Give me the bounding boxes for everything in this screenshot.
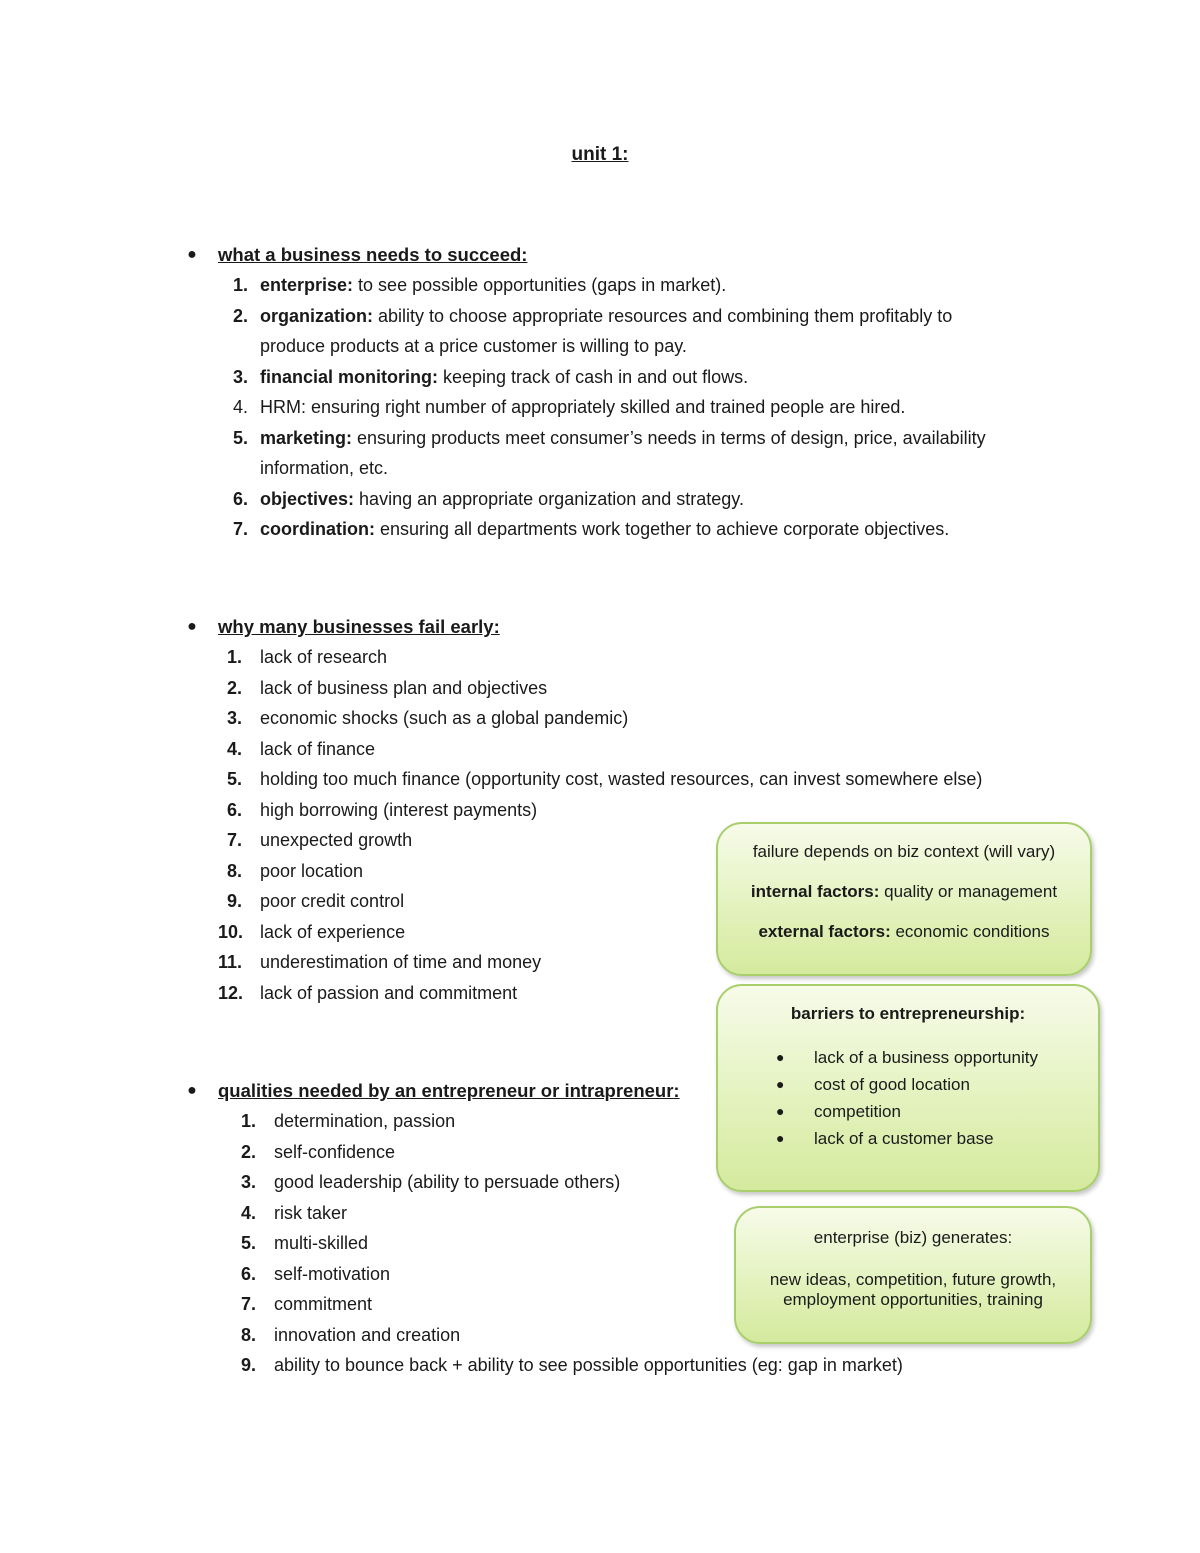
bullet-icon: ● (776, 1049, 785, 1065)
list-item: 3. good leadership (ability to persuade others) (240, 1172, 621, 1192)
box-line: employment opportunities, training (783, 1290, 1043, 1309)
page-title: unit 1: (571, 144, 629, 165)
barriers-box (716, 984, 1100, 1192)
barrier-item: ● lack of a business opportunity (718, 1044, 1098, 1071)
barriers-list (718, 1044, 1098, 1152)
bullet-icon: ● (776, 1130, 785, 1146)
enterprise-box (734, 1206, 1092, 1344)
section-heading: ● qualities needed by an entrepreneur or intrapreneur: (218, 1076, 1098, 1106)
bullet-icon: ● (187, 246, 197, 263)
list-item: 6. objectives: having an appropriate organization and strategy. (232, 488, 744, 509)
box-line: internal factors: quality or management (750, 882, 1058, 901)
list-item: 6. self-motivation (240, 1263, 391, 1284)
list-item: 1. determination, passion (240, 1111, 456, 1131)
failure-context-box (716, 822, 1092, 976)
section-succeed (187, 240, 1098, 545)
list-item: 12. lack of passion and commitment (218, 982, 518, 1003)
bullet-icon: ● (776, 1076, 785, 1092)
list-item: 2. self-confidence (240, 1141, 396, 1162)
bullet-icon: ● (187, 1082, 197, 1099)
list-item: 9. poor credit control (226, 891, 405, 911)
box-title: barriers to entrepreneurship: (790, 1004, 1026, 1023)
list-item: 8. innovation and creation (240, 1324, 461, 1345)
barrier-item: ● cost of good location (718, 1071, 1098, 1098)
bullet-icon: ● (187, 618, 197, 635)
section-heading: ● what a business needs to succeed: (218, 240, 1098, 270)
barrier-item: ● competition (718, 1098, 1098, 1125)
list-item: 3. economic shocks (such as a global pandemic) (226, 708, 629, 728)
box-line: enterprise (biz) generates: (813, 1228, 1013, 1247)
list-item: 10. lack of experience (218, 921, 406, 942)
list-item: 3. financial monitoring: keeping track of cash in and out flows. (232, 366, 749, 387)
list-item: 7. commitment (240, 1294, 373, 1314)
list-item: 6. high borrowing (interest payments) (226, 799, 538, 820)
list-item: 4. HRM: ensuring right number of appropriately skilled and trained people are hired. (232, 397, 906, 417)
list-item: 1. lack of research (226, 647, 388, 667)
list-item: 4. lack of finance (226, 738, 376, 759)
list-item: 4. risk taker (240, 1202, 348, 1223)
barrier-item: ● lack of a customer base (718, 1125, 1098, 1152)
section-heading: ● why many businesses fail early: (218, 612, 1098, 642)
list-item: 5. multi-skilled (240, 1233, 369, 1253)
list-item: 2. organization: ability to choose appropriate resources and combining them profitably to produce products at a price customer is willing to pay. (232, 305, 953, 356)
list-item: 1. enterprise: to see possible opportunities (gaps in market). (232, 275, 727, 295)
list-item: 7. unexpected growth (226, 830, 413, 850)
box-line: failure depends on biz context (will vary) (752, 842, 1056, 861)
box-line: external factors: economic conditions (758, 922, 1050, 941)
box-line: new ideas, competition, future growth, (769, 1270, 1057, 1289)
list-item: 11. underestimation of time and money (218, 952, 542, 972)
list-item: 7. coordination: ensuring all departments work together to achieve corporate objectives. (232, 519, 950, 539)
list-item: 5. holding too much finance (opportunity cost, wasted resources, can invest somewhere else) (226, 769, 983, 789)
succeed-list (218, 270, 1098, 545)
list-item: 9. ability to bounce back + ability to see possible opportunities (eg: gap in market) (240, 1355, 903, 1375)
list-item: 5. marketing: ensuring products meet consumer’s needs in terms of design, price, availability information, etc. (232, 427, 986, 478)
list-item: 8. poor location (226, 860, 364, 881)
list-item: 2. lack of business plan and objectives (226, 677, 548, 698)
bullet-icon: ● (776, 1103, 785, 1119)
